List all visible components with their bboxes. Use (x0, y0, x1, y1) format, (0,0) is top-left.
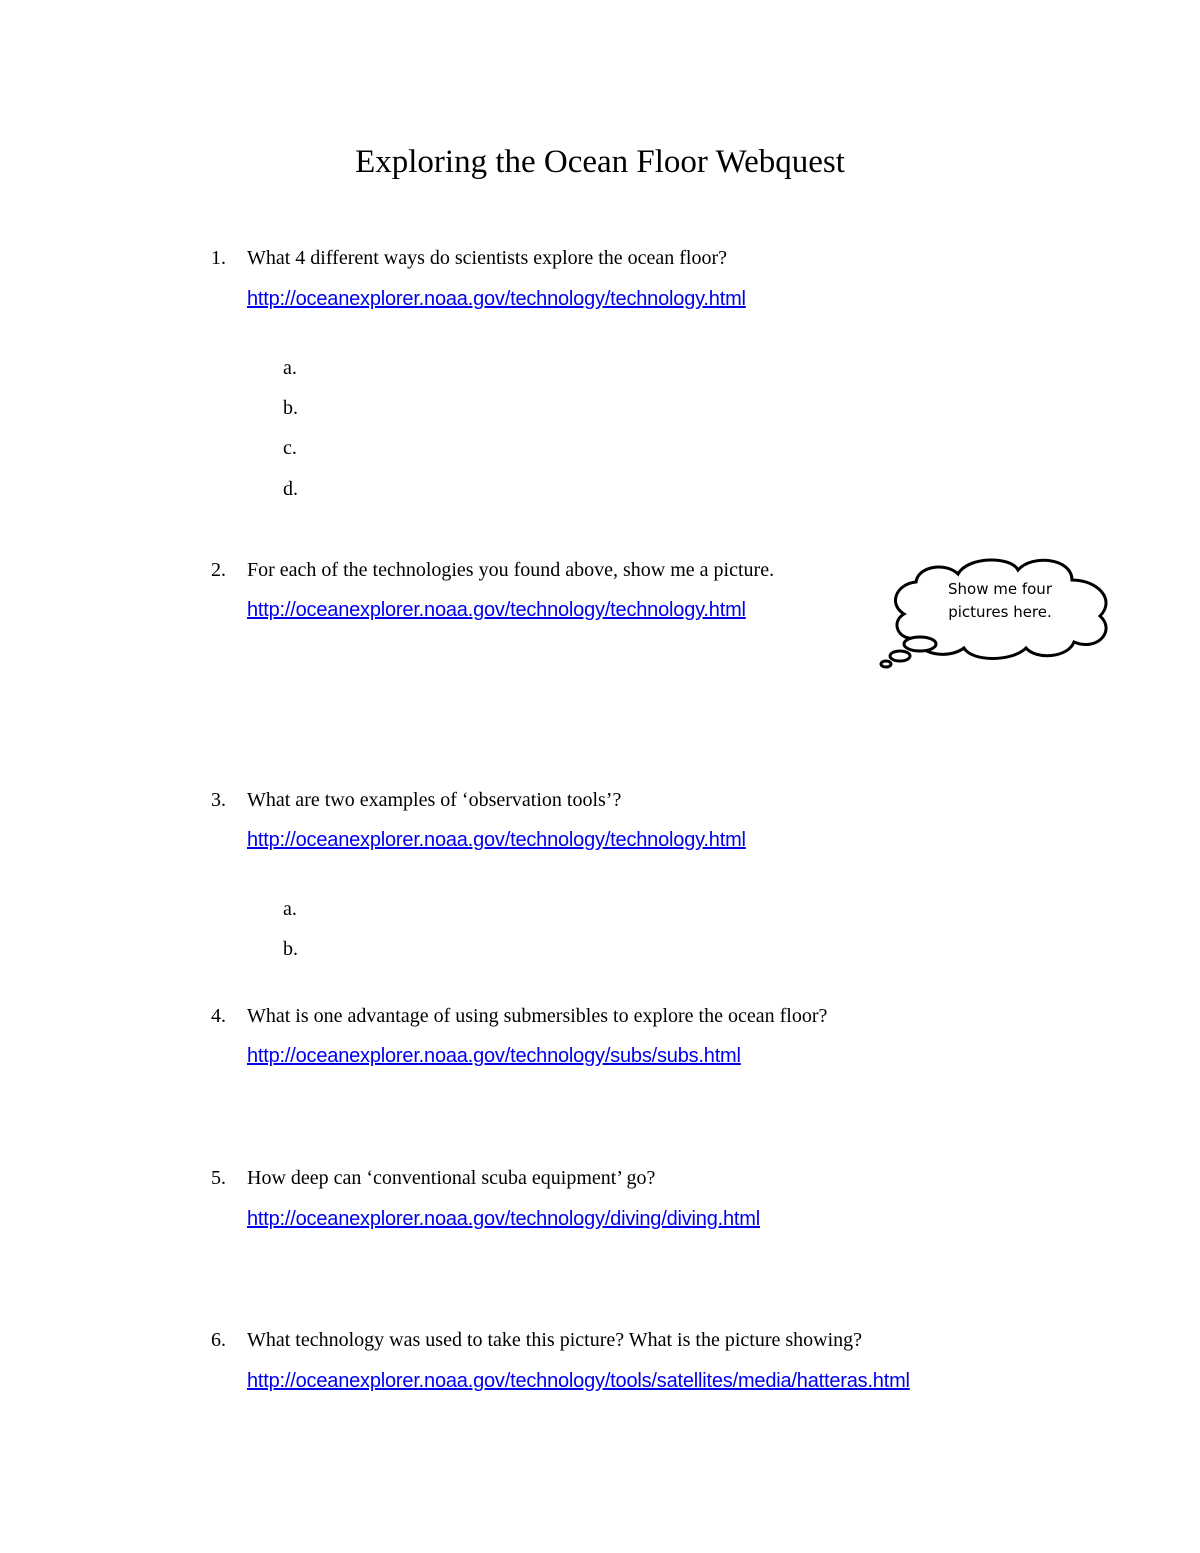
question-text: What are two examples of ‘observation tools’? (247, 789, 622, 811)
question-number: 5. (211, 1167, 226, 1189)
answer-option-a: a. (283, 898, 297, 920)
callout-line-2: pictures here. (948, 603, 1052, 621)
question-text: How deep can ‘conventional scuba equipment’ go? (247, 1167, 656, 1189)
callout-text (930, 578, 1070, 624)
question-3-link[interactable]: http://oceanexplorer.noaa.gov/technology/technology.html (247, 829, 746, 851)
question-number: 1. (211, 247, 226, 269)
answer-option-d: d. (283, 478, 298, 500)
question-number: 6. (211, 1329, 226, 1351)
answer-option-b: b. (283, 397, 298, 419)
question-text: For each of the technologies you found above, show me a picture. (247, 559, 775, 581)
answer-option-b: b. (283, 938, 298, 960)
question-6-link[interactable]: http://oceanexplorer.noaa.gov/technology/tools/satellites/media/hatteras.html (247, 1370, 910, 1392)
page-title: Exploring the Ocean Floor Webquest (355, 144, 845, 180)
question-text: What technology was used to take this picture? What is the picture showing? (247, 1329, 863, 1351)
question-1-link[interactable]: http://oceanexplorer.noaa.gov/technology/technology.html (247, 288, 746, 310)
question-number: 2. (211, 559, 226, 581)
answer-option-c: c. (283, 437, 297, 459)
answer-option-a: a. (283, 357, 297, 379)
question-number: 3. (211, 789, 226, 811)
question-number: 4. (211, 1005, 226, 1027)
question-4-link[interactable]: http://oceanexplorer.noaa.gov/technology/subs/subs.html (247, 1045, 741, 1067)
question-5-link[interactable]: http://oceanexplorer.noaa.gov/technology/diving/diving.html (247, 1208, 760, 1230)
callout-line-1: Show me four (948, 580, 1052, 598)
question-text: What is one advantage of using submersibles to explore the ocean floor? (247, 1005, 828, 1027)
question-2-link[interactable]: http://oceanexplorer.noaa.gov/technology/technology.html (247, 599, 746, 621)
question-text: What 4 different ways do scientists explore the ocean floor? (247, 247, 728, 269)
